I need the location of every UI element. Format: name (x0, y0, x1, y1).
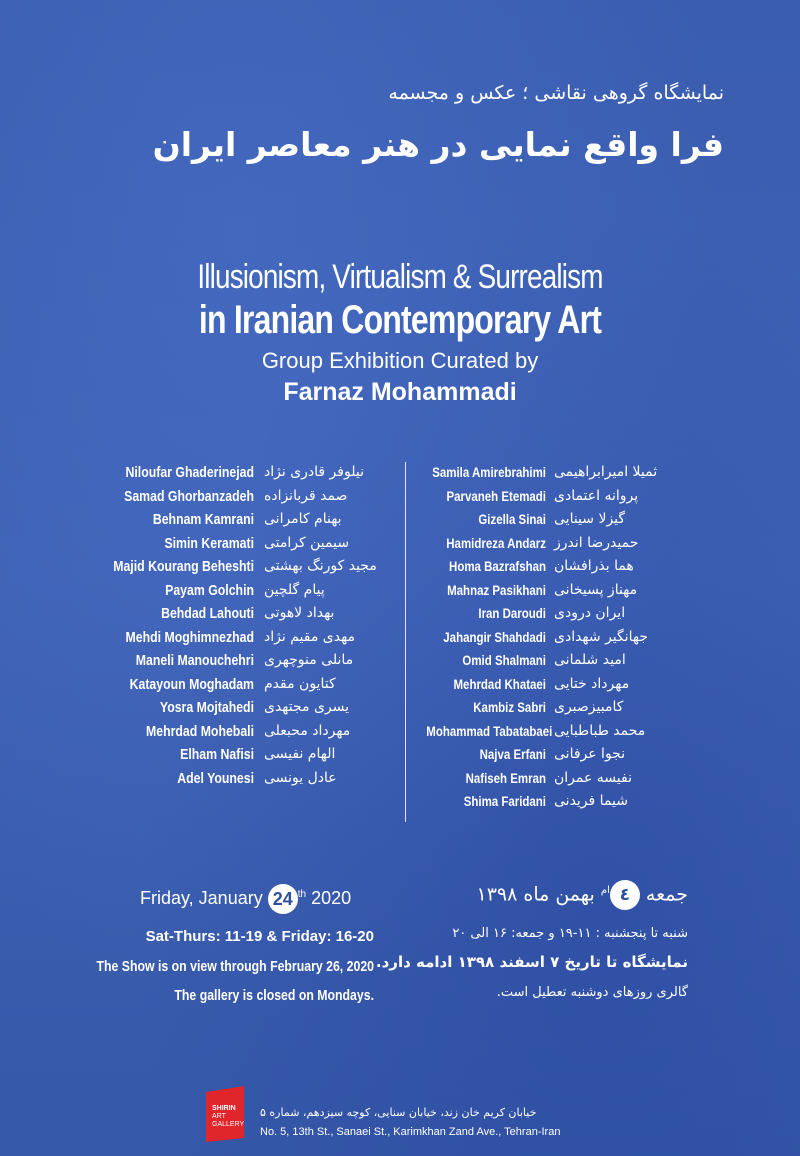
artist-name-en: Elham Nafisi (180, 746, 254, 763)
persian-title: فرا واقع نمایی در هنر معاصر ایران (152, 125, 724, 164)
persian-date-day-badge: ٤ (610, 880, 640, 910)
artist-name-en: Simin Keramati (164, 534, 254, 552)
artist-name-fa: بهنام کامرانی (264, 511, 342, 527)
artist-name-en: Gizella Sinai (478, 511, 546, 527)
artist-name-en: Maneli Manouchehri (135, 652, 254, 669)
artist-name-fa: مجید کورنگ بهشتی (264, 558, 377, 574)
curator-name: Farnaz Mohammadi (283, 378, 517, 406)
artist-name-en: Parvaneh Etemadi (446, 487, 546, 504)
artist-name-fa: پیام گلچین (264, 581, 325, 598)
english-date-year: 2020 (311, 887, 352, 908)
artist-name-fa: هما بذرافشان (554, 558, 634, 574)
english-subtitle: Group Exhibition Curated by (261, 348, 539, 373)
english-title-line-2: in Iranian Contemporary Art (198, 298, 602, 342)
artist-name-en: Najva Erfani (479, 746, 546, 762)
artist-name-fa: ایران درودی (554, 605, 626, 621)
artist-name-fa: الهام نفیسی (264, 746, 336, 762)
persian-show-through: نمایشگاه تا تاریخ ۷ اسفند ۱۳۹۸ ادامه دارد. (375, 953, 688, 971)
artist-name-en: Adel Younesi (177, 769, 254, 787)
address-persian: خیابان کریم خان زند، خیابان سنایی، کوچه سیزدهم، شماره ۵ (260, 1106, 537, 1119)
artist-name-en: Mehdi Moghimnezhad (125, 628, 255, 646)
right-english-names (400, 461, 553, 814)
persian-date-rest: بهمن ماه ۱۳۹۸ (476, 883, 595, 906)
artist-name-fa: مهناز پسیخانی (554, 581, 638, 598)
artist-name-en: Mehrdad Khataei (453, 675, 546, 692)
artist-name-en: Behdad Lahouti (161, 605, 254, 622)
artist-name-fa: محمد طباطبایی (554, 722, 646, 739)
artist-name-en: Kambiz Sabri (473, 699, 546, 715)
artist-name-en: Samad Ghorbanzadeh (124, 487, 254, 505)
persian-closed-notice: گالری روزهای دوشنبه تعطیل است. (496, 985, 688, 1000)
artist-name-en: Nafiseh Emran (465, 769, 546, 786)
artist-name-fa: جهانگیر شهدادی (554, 628, 649, 645)
persian-opening-hours: شنبه تا پنجشنبه : ۱۱-۱۹ و جمعه: ۱۶ الی ۲۰ (452, 926, 688, 941)
artist-name-fa: پروانه اعتمادی (554, 487, 639, 504)
artist-name-fa: بهداد لاهوتی (264, 605, 335, 621)
artist-name-fa: نجوا عرفانی (554, 746, 626, 762)
artist-name-fa: سیمین کرامتی (264, 534, 350, 551)
left-english-names (0, 461, 254, 790)
artist-name-fa: نیلوفر قادری نژاد (264, 464, 364, 480)
persian-date-day-suffix: ام (600, 885, 610, 897)
address-english: No. 5, 13th St., Sanaei St., Karimkhan Zand Ave., Tehran-Iran (260, 1126, 561, 1138)
artist-name-en: Majid Kourang Beheshti (113, 558, 254, 575)
artist-name-fa: مهدی مقیم نژاد (264, 628, 356, 645)
right-persian-names (554, 461, 714, 814)
artist-name-en: Mahnaz Pasikhani (447, 581, 546, 598)
artist-name-en: Katayoun Moghadam (129, 675, 254, 693)
artist-name-en: Mohammad Tabatabaei (426, 722, 553, 739)
artist-name-fa: مهرداد محبعلی (264, 722, 351, 739)
artist-name-en: Shima Faridani (463, 793, 546, 809)
artist-name-fa: شیما فریدنی (554, 793, 628, 809)
shirin-gallery-logo (200, 1086, 250, 1142)
left-persian-names (264, 461, 414, 790)
artist-name-fa: مهرداد ختایی (554, 675, 630, 692)
persian-date-prefix: جمعه (645, 883, 688, 906)
artist-name-fa: ثمیلا امیرابراهیمی (554, 464, 658, 480)
artist-name-fa: حمیدرضا اندرز (554, 534, 639, 551)
english-date (140, 884, 351, 914)
english-show-through: The Show is on view through February 26, 2020 (96, 958, 374, 975)
artist-name-en: Niloufar Ghaderinejad (125, 464, 254, 481)
english-date-day-suffix: th (297, 888, 307, 900)
logo-text-line-3: GALLERY (212, 1121, 245, 1128)
logo-text-line-1: SHIRIN (212, 1105, 236, 1112)
artist-name-en: Iran Daroudi (478, 605, 546, 621)
artist-name-en: Payam Golchin (165, 581, 254, 599)
artist-name-fa: یسری مجتهدی (264, 699, 350, 715)
persian-subtitle: نمایشگاه گروهی نقاشی ؛ عکس و مجسمه (388, 82, 724, 104)
artist-name-en: Jahangir Shahdadi (443, 628, 546, 645)
persian-date (477, 880, 689, 910)
english-date-prefix: Friday, January (140, 887, 263, 908)
english-closed-notice: The gallery is closed on Mondays. (174, 987, 374, 1004)
artist-name-en: Omid Shalmani (462, 652, 546, 668)
artist-name-fa: مانلی منوچهری (264, 652, 354, 668)
logo-text-line-2: ART (212, 1113, 226, 1120)
artist-name-en: Behnam Kamrani (152, 511, 254, 528)
artist-name-en: Hamidreza Andarz (446, 534, 546, 551)
english-date-day-badge: 24 (268, 884, 298, 914)
artist-name-fa: گیزلا سینایی (554, 511, 626, 527)
artist-name-fa: نفیسه عمران (554, 769, 632, 786)
artist-name-en: Samila Amirebrahimi (432, 464, 546, 480)
english-opening-hours: Sat-Thurs: 11-19 & Friday: 16-20 (145, 928, 374, 945)
english-title-line-1: Illusionism, Virtualism & Surrealism (197, 258, 603, 296)
artist-name-fa: کامبیزصبری (554, 699, 624, 715)
artist-name-en: Yosra Mojtahedi (159, 699, 254, 716)
artist-name-fa: عادل یونسی (264, 769, 337, 786)
artist-name-fa: صمد قربانزاده (264, 487, 348, 504)
artist-name-fa: کتایون مقدم (264, 675, 336, 692)
artist-name-en: Homa Bazrafshan (449, 558, 546, 574)
artist-name-en: Mehrdad Mohebali (146, 722, 254, 740)
artist-name-fa: امید شلمانی (554, 652, 626, 668)
